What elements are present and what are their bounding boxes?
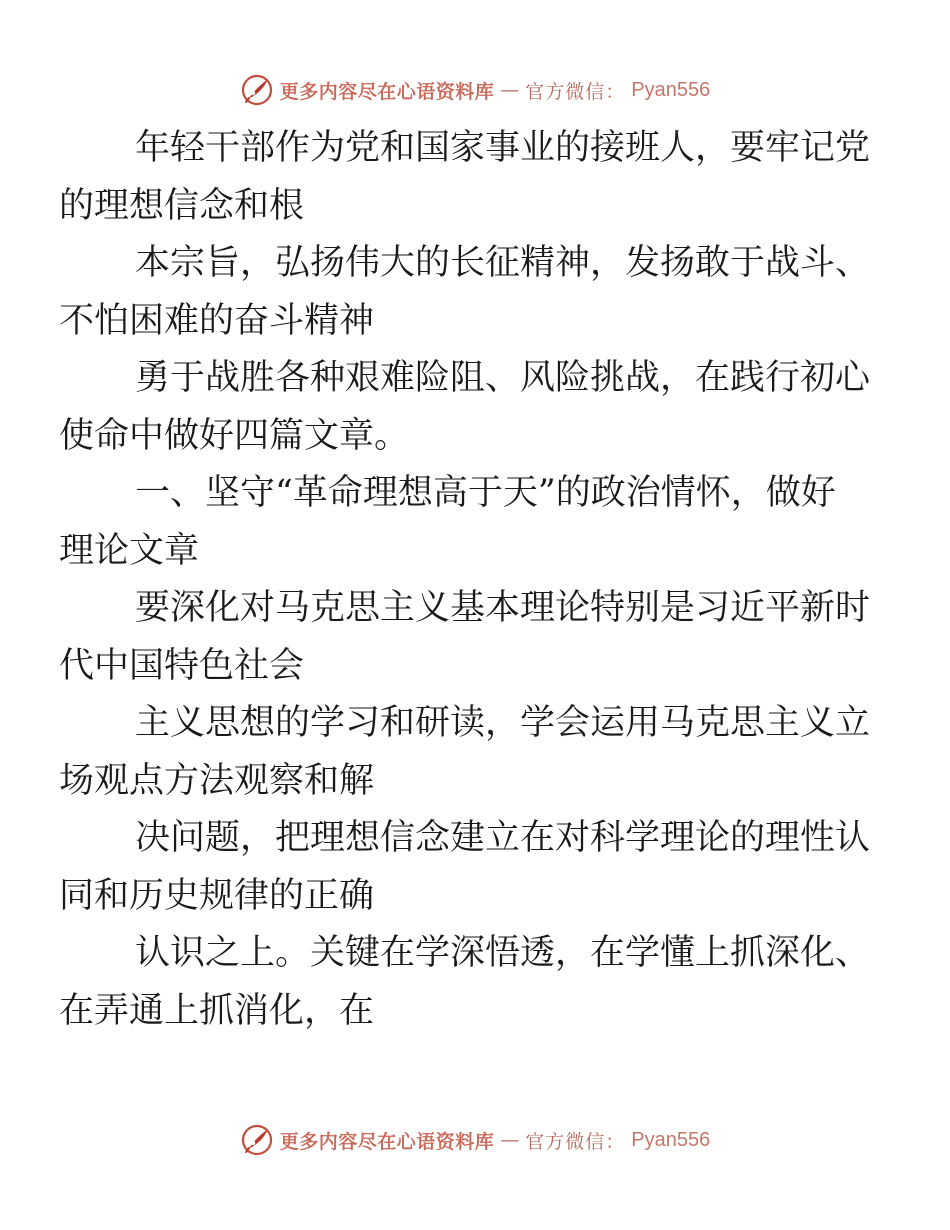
paragraph-5 <box>59 580 871 695</box>
watermark-separator: — <box>500 79 520 101</box>
quill-pen-logo-icon <box>240 73 274 107</box>
watermark-wechat-id: Pyan556 <box>631 78 711 101</box>
paragraph-line: 一、坚守“革命理想高于天”的政治情怀，做好 <box>135 473 836 513</box>
watermark-wechat-label: 官方微信： <box>525 80 626 103</box>
paragraph-line: 勇于战胜各种艰难险阻、风险挑战，在践行初心 <box>135 358 871 398</box>
paragraph-line: 同和历史规律的正确 <box>59 875 375 916</box>
section-heading <box>59 465 857 580</box>
watermark-main-text: 更多内容尽在心语资料库 <box>279 80 495 103</box>
paragraph-line: 决问题，把理想信念建立在对科学理论的理性认 <box>135 818 871 858</box>
paragraph-6 <box>59 695 871 810</box>
paragraph-line: 场观点方法观察和解 <box>59 760 375 801</box>
paragraph-1 <box>59 120 871 235</box>
header-watermark <box>0 70 950 110</box>
paragraph-7 <box>59 810 871 925</box>
paragraph-line: 本宗旨，弘扬伟大的长征精神，发扬敢于战斗、 <box>135 243 871 283</box>
paragraph-line: 要深化对马克思主义基本理论特别是习近平新时 <box>135 588 871 628</box>
paragraph-line: 理论文章 <box>59 530 200 571</box>
watermark-main-text: 更多内容尽在心语资料库 <box>279 1130 495 1153</box>
watermark-wechat-label: 官方微信： <box>525 1130 626 1153</box>
paragraph-line: 年轻干部作为党和国家事业的接班人，要牢记党 <box>135 128 871 168</box>
paragraph-line: 不怕困难的奋斗精神 <box>59 300 375 341</box>
paragraph-line: 认识之上。关键在学深悟透，在学懂上抓深化、 <box>135 933 871 973</box>
watermark-wechat-id: Pyan556 <box>631 1128 711 1151</box>
watermark-separator: — <box>500 1129 520 1151</box>
paragraph-2 <box>59 235 871 350</box>
document-body <box>59 120 871 1040</box>
paragraph-line: 的理想信念和根 <box>59 185 305 226</box>
footer-watermark <box>0 1120 950 1160</box>
quill-pen-logo-icon <box>240 1123 274 1157</box>
paragraph-line: 主义思想的学习和研读，学会运用马克思主义立 <box>135 703 871 743</box>
paragraph-8 <box>59 925 871 1040</box>
paragraph-line: 代中国特色社会 <box>59 645 305 686</box>
paragraph-line: 使命中做好四篇文章。 <box>59 415 410 456</box>
paragraph-line: 在弄通上抓消化，在 <box>59 990 375 1031</box>
paragraph-3 <box>59 350 871 465</box>
